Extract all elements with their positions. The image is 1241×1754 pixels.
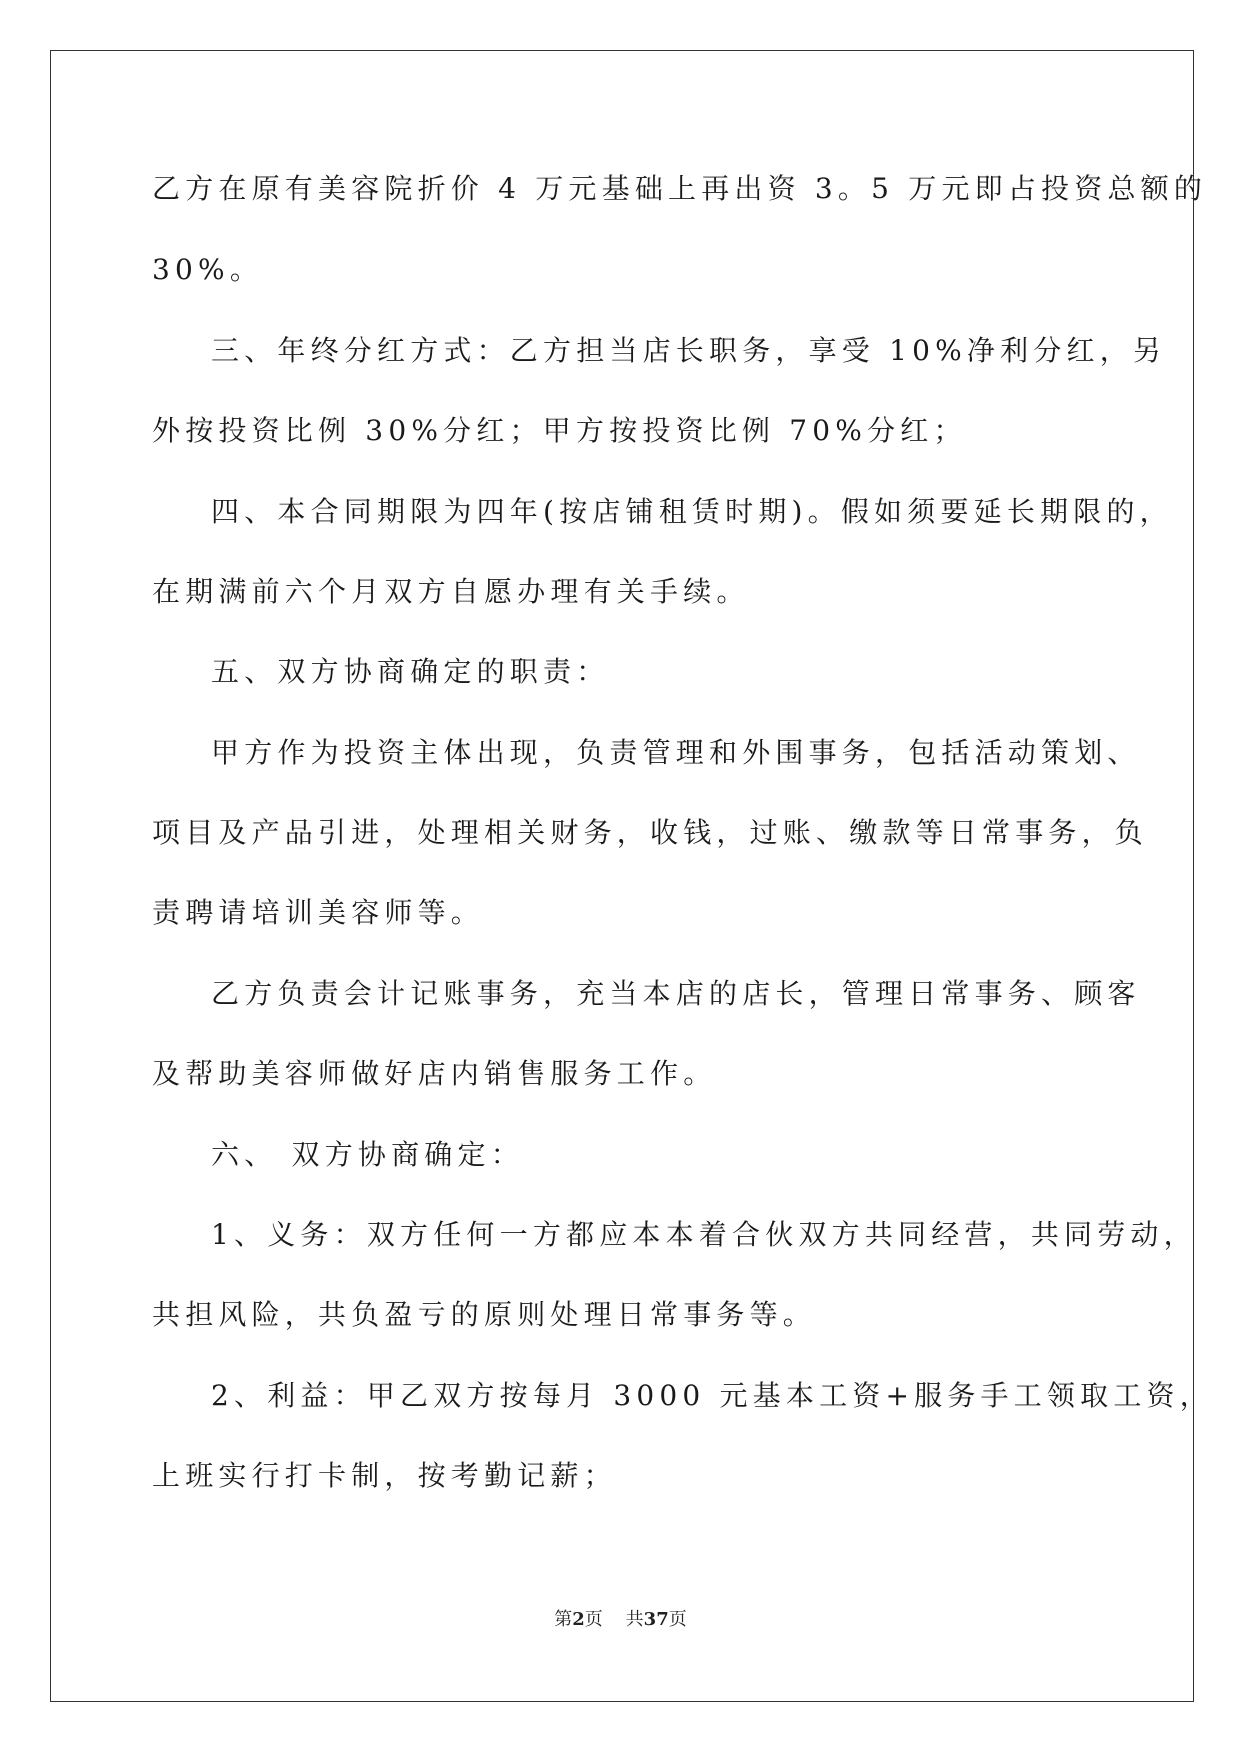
text-line: 乙方在原有美容院折价 4 万元基础上再出资 3。5 万元即占投资总额的 [152,172,1208,205]
text-line: 2、利益：甲乙双方按每月 3000 元基本工资+服务手工领取工资， [211,1379,1213,1412]
footer-total-prefix: 共 [625,1609,644,1630]
text-line: 三、年终分红方式：乙方担当店长职务，享受 10%净利分红，另 [211,334,1167,367]
footer-total-suffix: 页 [668,1609,687,1630]
text-line: 在期满前六个月双方自愿办理有关手续。 [152,575,750,608]
page-footer [0,1608,1241,1632]
text-line: 共担风险，共负盈亏的原则处理日常事务等。 [152,1298,817,1331]
current-page-number: 2 [572,1609,585,1630]
text-line: 外按投资比例 30%分红；甲方按投资比例 70%分红； [152,414,967,447]
text-line: 30%。 [152,253,264,286]
text-line: 四、本合同期限为四年(按店铺租赁时期)。假如须要延长期限的， [211,495,1173,528]
footer-prefix: 第 [554,1609,573,1630]
text-line: 项目及产品引进，处理相关财务，收钱，过账、缴款等日常事务，负 [152,816,1149,849]
total-pages-number: 37 [643,1609,669,1630]
text-line: 责聘请培训美容师等。 [152,896,485,929]
text-line: 六、 双方协商确定： [211,1138,524,1171]
text-line: 及帮助美容师做好店内销售服务工作。 [152,1057,717,1090]
text-line: 上班实行打卡制，按考勤记薪； [152,1459,617,1492]
text-line: 乙方负责会计记账事务，充当本店的店长，管理日常事务、顾客 [211,977,1141,1010]
footer-page-suffix: 页 [584,1609,603,1630]
text-line: 五、双方协商确定的职责： [211,655,610,688]
text-line: 1、义务：双方任何一方都应本本着合伙双方共同经营，共同劳动， [211,1218,1197,1251]
text-line: 甲方作为投资主体出现，负责管理和外围事务，包括活动策划、 [211,736,1141,769]
